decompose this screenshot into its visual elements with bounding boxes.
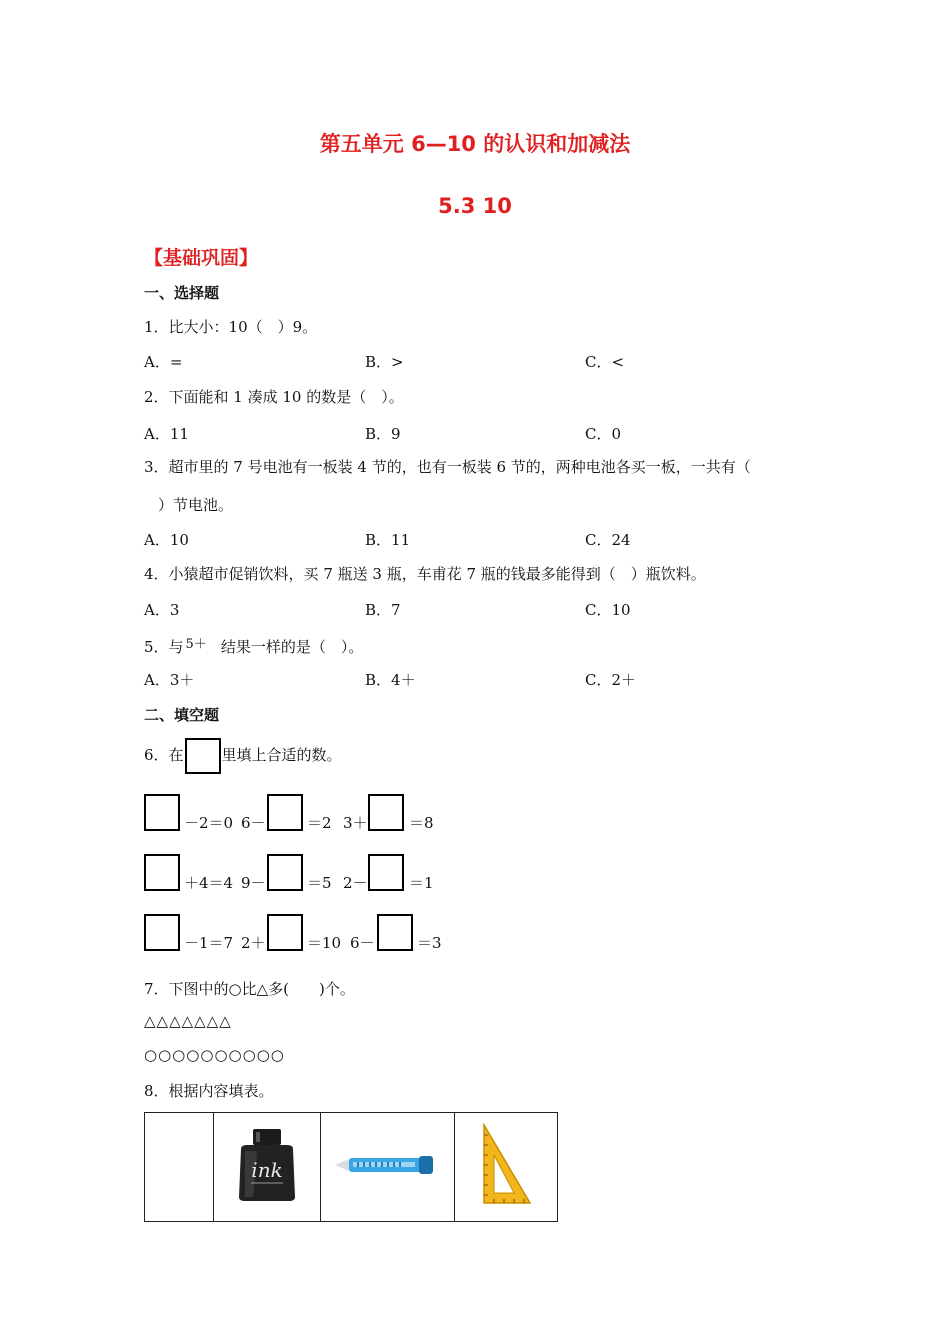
q4-option-a[interactable]: A．3 (144, 601, 180, 619)
question-4: 4．小猿超市促销饮料，买 7 瓶送 3 瓶，车甫花 7 瓶的钱最多能得到（ ）瓶饮料。 (144, 565, 706, 583)
fill-table (144, 1112, 558, 1222)
q6-prefix: 6．在 (144, 746, 184, 764)
answer-box[interactable] (377, 914, 413, 951)
answer-box[interactable] (267, 794, 303, 831)
equation-text: －2＝0 (184, 814, 234, 832)
q1-option-b[interactable]: B．> (365, 353, 404, 371)
lesson-number: 5.3 10 (438, 194, 512, 218)
utility-knife-icon (333, 1150, 443, 1180)
q5-option-a[interactable]: A．3＋ (144, 671, 195, 689)
question-2: 2．下面能和 1 凑成 10 的数是（ ）。 (144, 388, 404, 406)
question-7: 7．下图中的○比△多( )个。 (144, 980, 355, 998)
q2-option-b[interactable]: B．9 (365, 425, 401, 443)
part2-heading: 二、填空题 (144, 706, 220, 724)
table-empty-cell[interactable] (145, 1113, 214, 1222)
ink-bottle-icon (227, 1125, 307, 1205)
question-6 (144, 736, 342, 774)
triangle-ruler-icon (476, 1121, 536, 1209)
equation-text: 3＋ (343, 814, 368, 832)
q4-option-b[interactable]: B．7 (365, 601, 401, 619)
answer-box[interactable] (368, 854, 404, 891)
q5-expression: 5＋ (185, 637, 207, 652)
question-1: 1．比大小：10（ ）9。 (144, 318, 318, 336)
q3-option-c[interactable]: C．24 (585, 531, 631, 549)
q5-option-c[interactable]: C．2＋ (585, 671, 637, 689)
circles-row: ○○○○○○○○○○ (144, 1046, 285, 1064)
equation-text: 9－ (241, 874, 266, 892)
ink-label: ink (251, 1158, 283, 1182)
q1-option-a[interactable]: A．= (144, 353, 183, 371)
q3-option-b[interactable]: B．11 (365, 531, 411, 549)
equation-text: 6－ (241, 814, 266, 832)
section-label: 【基础巩固】 (144, 247, 259, 269)
q5-prefix: 5．与 (144, 638, 184, 656)
ink-bottle-cell (214, 1113, 321, 1222)
answer-box[interactable] (144, 794, 180, 831)
answer-box[interactable] (267, 914, 303, 951)
answer-box[interactable] (267, 854, 303, 891)
set-square-cell (455, 1113, 558, 1222)
equation-text: ＝5 (307, 874, 332, 892)
part1-heading: 一、选择题 (144, 284, 220, 302)
q2-option-c[interactable]: C．0 (585, 425, 622, 443)
question-5 (144, 633, 363, 657)
triangles-row: △△△△△△△ (144, 1012, 232, 1030)
q3-option-a[interactable]: A．10 (144, 531, 189, 549)
equation-text: ＝3 (417, 934, 442, 952)
question-3-line1: 3．超市里的 7 号电池有一板装 4 节的，也有一板装 6 节的，两种电池各买一板，一共有（ (144, 458, 751, 476)
q5-option-b[interactable]: B．4＋ (365, 671, 416, 689)
answer-box[interactable] (144, 914, 180, 951)
equation-text: ＝1 (409, 874, 434, 892)
q6-suffix: 里填上合适的数。 (221, 746, 342, 764)
q2-option-a[interactable]: A．11 (144, 425, 189, 443)
utility-knife-cell (321, 1113, 455, 1222)
equation-text: －1＝7 (184, 934, 234, 952)
question-8: 8．根据内容填表。 (144, 1082, 274, 1100)
equation-text: ＋4＝4 (184, 874, 234, 892)
answer-box[interactable] (368, 794, 404, 831)
equation-text: ＝8 (409, 814, 434, 832)
q6-sample-box (185, 738, 221, 774)
q5-suffix: 结果一样的是（ ）。 (220, 638, 364, 656)
equation-text: 2＋ (241, 934, 266, 952)
question-3-line2: ）节电池。 (158, 496, 234, 514)
equation-text: ＝2 (307, 814, 332, 832)
equation-text: 2－ (343, 874, 368, 892)
equation-text: ＝10 (307, 934, 342, 952)
answer-box[interactable] (144, 854, 180, 891)
equation-text: 6－ (350, 934, 375, 952)
q1-option-c[interactable]: C．< (585, 353, 625, 371)
q4-option-c[interactable]: C．10 (585, 601, 631, 619)
page-title: 第五单元 6—10 的认识和加减法 (319, 132, 631, 156)
